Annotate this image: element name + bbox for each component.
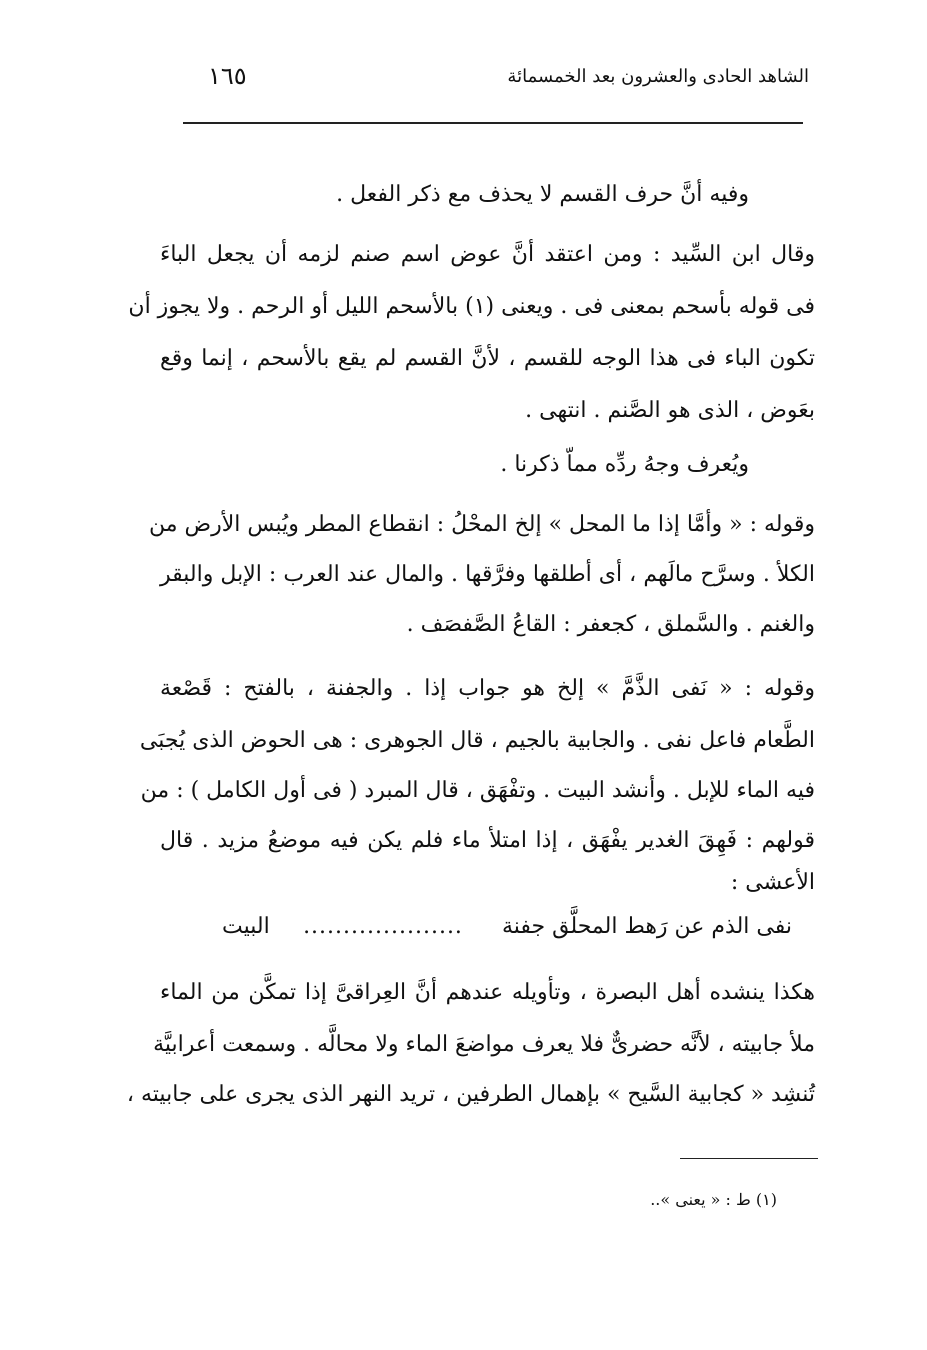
text-line: والغنم . والسَّملق ، كجعفر : القاعُ الصَّفصَف . xyxy=(406,612,815,637)
text-line: وفيه أنَّ حرف القسم لا يحذف مع ذكر الفعل . xyxy=(336,182,749,207)
verse-first-hemistich: نفى الذم عن رَهط المحلَّق جفنة xyxy=(501,914,792,939)
text-line: وقال ابن السِّيد : ومن اعتقد أنَّ عوض اسم صنم لزمه أن يجعل الباءَ xyxy=(160,242,815,267)
text-line: ويُعرف وجهُ ردِّه مماّ ذكرنا . xyxy=(500,452,749,477)
text-line: الأعشى : xyxy=(730,870,815,895)
text-line: وقوله : « وأمَّا إذا ما المحل » إلخ المحْلُ : انقطاع المطر ويُبس الأرض من xyxy=(149,512,815,537)
header-divider xyxy=(183,122,803,124)
text-line: قولهم : فَهِقَ الغدير يفْهَق ، إذا امتلأ ماء فلم يكن فيه موضعُ مزيد . قال xyxy=(160,828,815,853)
text-line: وقوله : « نَفى الذَّمَّ » إلخ هو جواب إذا . والجفنة ، بالفتح : قَصْعة xyxy=(160,676,815,701)
text-line: فيه الماء للإبل . وأنشد البيت . وتفْهَق ، قال المبرد ( فى أول الكامل ) : من xyxy=(140,778,815,803)
text-line: الطَّعام فاعل نفى . والجابية بالجيم ، قال الجوهرى : هى الحوض الذى يُجبَى xyxy=(139,728,815,753)
verse-second-hemistich: البيت xyxy=(222,914,270,939)
page-number: ١٦٥ xyxy=(208,62,247,90)
text-line: فى قوله بأسحم بمعنى فى . ويعنى (١) بالأسحم الليل أو الرحم . ولا يجوز أن xyxy=(128,294,815,319)
text-line: ملأ جابيته ، لأنَّه حضرىٌّ فلا يعرف مواضعَ الماء ولا محالَّه . وسمعت أعرابيَّة xyxy=(153,1032,815,1057)
text-line: بعَوض ، الذى هو الصَّنم . انتهى . xyxy=(525,398,815,423)
text-line: تكون الباء فى هذا الوجه للقسم ، لأنَّ القسم لم يقع بالأسحم ، إنما وقع xyxy=(160,346,815,371)
text-line: هكذا ينشده أهل البصرة ، وتأويله عندهم أنَّ العِراقىَّ إذا تمكَّن من الماء xyxy=(160,980,815,1005)
text-line: تُنشِد « كجابية السَّيح » بإهمال الطرفين ، تريد النهر الذى يجرى على جابيته ، xyxy=(126,1082,815,1107)
text-line: الكلأ . وسرَّح مالَهم ، أى أطلقها وفرَّقها . والمال عند العرب : الإبل والبقر xyxy=(160,562,815,587)
running-header-title: الشاهد الحادى والعشرون بعد الخمسمائة xyxy=(507,66,809,87)
footnote: (١) ط : « يعنى ».. xyxy=(650,1190,777,1209)
verse-ellipsis: .................... xyxy=(303,914,463,939)
footnote-divider xyxy=(680,1158,818,1159)
